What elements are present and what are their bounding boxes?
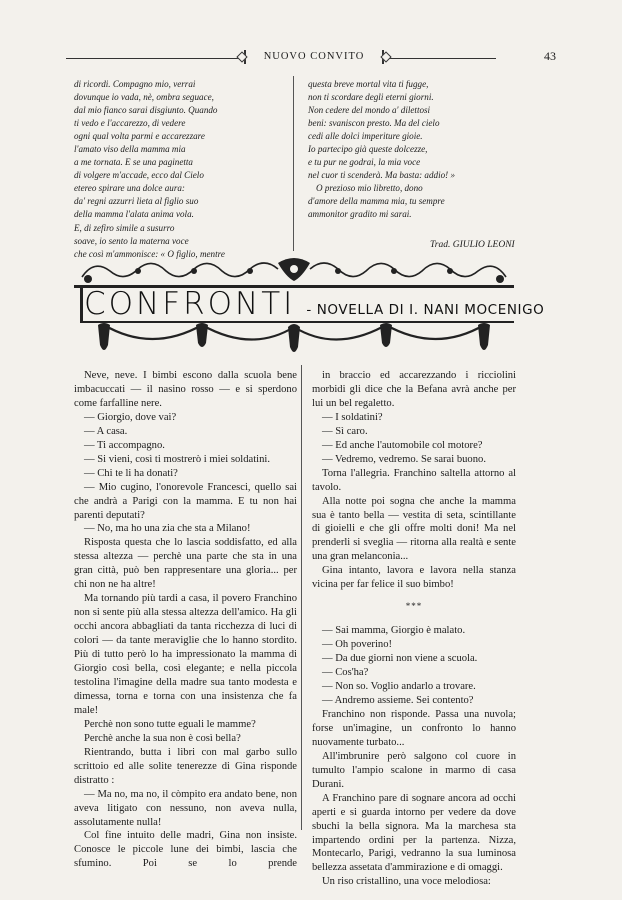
journal-title: NUOVO CONVITO	[244, 50, 384, 64]
paragraph: — Mio cugino, l'onorevole Francesci, quello sai che andrà a Parigi con la mamma. E tu non hai parenti deputati?	[74, 481, 297, 521]
paragraph: — Ma no, ma no, il còmpito era andato bene, non aveva litigato con nessuno, non aveva nulla, assolutamente nulla!	[74, 788, 297, 828]
paragraph: in braccio ed accarezzando i ricciolini morbidi gli dice che la Befana avrà anche per lui un bel regaletto.	[312, 370, 516, 409]
paragraph: Perchè anche la sua non è così bella?	[84, 732, 241, 744]
poem-line: d'amore della mamma mia, tu sempre	[308, 196, 445, 207]
paragraph: Ma tornando più tardi a casa, il povero Franchino non si sente più alla stessa altezza dell'amico. Ha gli occhi ancora abbagliati da tanta ricchezza di luci di colori — da tante meraviglie che lo hanno stordito. Più di tutto però lo ha impressionato la mamma di Giorgio così bella, così elegante; e nella piccola testolina l'imagine della madre sua tanto modesta e dimessa, torna e torna con una insistenza che fa male!	[74, 593, 297, 716]
poem-line: beni: svaniscon presto. Ma del cielo	[308, 118, 440, 129]
page-number: 43	[544, 49, 556, 63]
poem-line: dovunque io vada, nè, ombra seguace,	[74, 92, 214, 103]
story-right-column	[312, 369, 516, 889]
poem-line: ogni qual volta parmi e accarezzare	[74, 131, 205, 142]
poem-line: e tu pur ne godrai, la mia voce	[308, 157, 421, 168]
poem-line: da' regni azzurri lieta al figlio suo	[74, 196, 199, 207]
paragraph: — Ed anche l'automobile col motore?	[322, 439, 483, 451]
section-break: ***	[405, 601, 423, 612]
poem-line: della mamma l'alata anima vola.	[74, 209, 194, 220]
poem-line: ammonitor gradito mi sarai.	[308, 209, 412, 220]
story-title: CONFRONTI	[84, 286, 296, 322]
paragraph: Franchino non risponde. Passa una nuvola; forse un'imagine, un confronto lo hanno nuovamente turbato...	[312, 708, 516, 748]
paragraph: — Oh poverino!	[322, 639, 393, 651]
column-divider	[293, 76, 294, 251]
paragraph: Gina intanto, lavora e lavora nella stanza vicina per far felice il suo bimbo!	[312, 565, 516, 591]
poem-line: Non cedere del mondo a' dilettosi	[308, 105, 431, 116]
poem-line: questa breve mortal vita ti fugge,	[308, 79, 429, 89]
paragraph: — Andremo assieme. Sei contento?	[322, 694, 474, 706]
paragraph: — Giorgio, dove vai?	[84, 411, 177, 423]
paragraph: — Chi te li ha donati?	[84, 467, 178, 479]
paragraph: — Sai mamma, Giorgio è malato.	[322, 625, 466, 637]
paragraph: A Franchino pare di sognare ancora ad occhi aperti e si guarda intorno per vedere da dove sbuchi la bella signora. Ma la marchesa sta impartendo ordini per la partenza. Nizza, Montecarlo, Parigi, vedranno la sua luminosa bellezza assetata d'ammirazione e di omaggi.	[312, 792, 516, 874]
paragraph: Rientrando, butta i libri con mal garbo sullo scrittoio ed alle solite tenerezze di Gina risponde distratto :	[74, 746, 297, 786]
poem-line: a me tornata. E se una paginetta	[74, 157, 193, 168]
poem-line: etereo spirare una dolce aura:	[74, 183, 185, 194]
story-left-column	[74, 369, 297, 871]
poem-line: O prezioso mio libretto, dono	[316, 183, 423, 194]
paragraph: Alla notte poi sogna che anche la mamma sua è tanto bella — vestita di seta, scintillante di gioielli e che gli offre molti doni! Ma nel prenderli si sveglia — ritorna alla realtà e sente una gran melanconia...	[312, 495, 516, 563]
paragraph: Torna l'allegria. Franchino saltella attorno al tavolo.	[312, 467, 516, 493]
paragraph: Neve, neve. I bimbi escono dalla scuola bene imbacuccati — il nasino rosso — e si sperdono come farfalline nere.	[74, 370, 297, 409]
poem-line: non ti scordare degli eterni giorni.	[308, 92, 434, 103]
poem-line: E, di zefiro simile a susurro	[74, 222, 175, 233]
poem-line: ti vedo e l'accarezzo, di vedere	[74, 118, 186, 129]
paragraph: — Non so. Voglio andarlo a trovare.	[322, 681, 476, 693]
translator-signature: Trad. GIULIO LEONI	[430, 240, 515, 250]
poem-line: che così m'ammonisce: « O figlio, mentre	[74, 248, 225, 259]
poem-right-column	[308, 78, 455, 222]
poem-line: cedi alle dolci imperiture gioie.	[308, 131, 423, 142]
paragraph: Perchè non sono tutte eguali le mamme?	[84, 718, 256, 730]
poem-line: soave, io sento la materna voce	[74, 235, 189, 246]
poem-left-column	[74, 78, 225, 261]
poem-line: dal mio fianco sarai disgiunto. Quando	[74, 105, 218, 116]
paragraph: — Vedremo, vedremo. Se sarai buono.	[322, 453, 486, 465]
paragraph: Col fine intuito delle madri, Gina non insiste. Conosce le piccole lune dei bimbi, lascia che sfumino. Poi se lo prende	[74, 830, 297, 870]
paragraph: — Si vieni, così ti mostrerò i miei soldatini.	[84, 453, 270, 465]
poem-line: nel cuor ti scenderà. Ma basta: addio! »	[308, 170, 455, 181]
paragraph: — Sì caro.	[322, 425, 368, 437]
paragraph: Un riso cristallino, una voce melodiosa:	[322, 876, 491, 888]
story-heading	[84, 286, 544, 322]
story-subtitle: - NOVELLA DI I. NANI MOCENIGO	[306, 302, 545, 318]
paragraph: — Cos'ha?	[322, 667, 369, 679]
poem-line: Io partecipo già queste dolcezze,	[308, 144, 428, 155]
paragraph: — A casa.	[84, 425, 128, 437]
paragraph: Risposta questa che lo lascia soddisfatto, ed alla stessa altezza — perchè una parte che sta in una gran città, può ben rappresentare una gloria... per chi non ne ha altre!	[74, 537, 297, 591]
column-divider	[301, 365, 302, 830]
paragraph: — No, ma ho una zia che sta a Milano!	[84, 523, 251, 535]
poem-line: di volgere m'accade, ecco dal Cielo	[74, 170, 204, 181]
paragraph: — I soldatini?	[322, 411, 383, 423]
poem-line: l'amato viso della mamma mia	[74, 144, 186, 155]
paragraph: All'imbrunire però salgono col cuore in tumulto l'ampio scalone in marmo di casa Durani.	[312, 750, 516, 790]
poem-line: di ricordi. Compagno mio, verrai	[74, 79, 196, 89]
paragraph: — Da due giorni non viene a scuola.	[322, 653, 478, 665]
running-header	[66, 50, 556, 66]
paragraph: — Ti accompagno.	[84, 439, 165, 451]
